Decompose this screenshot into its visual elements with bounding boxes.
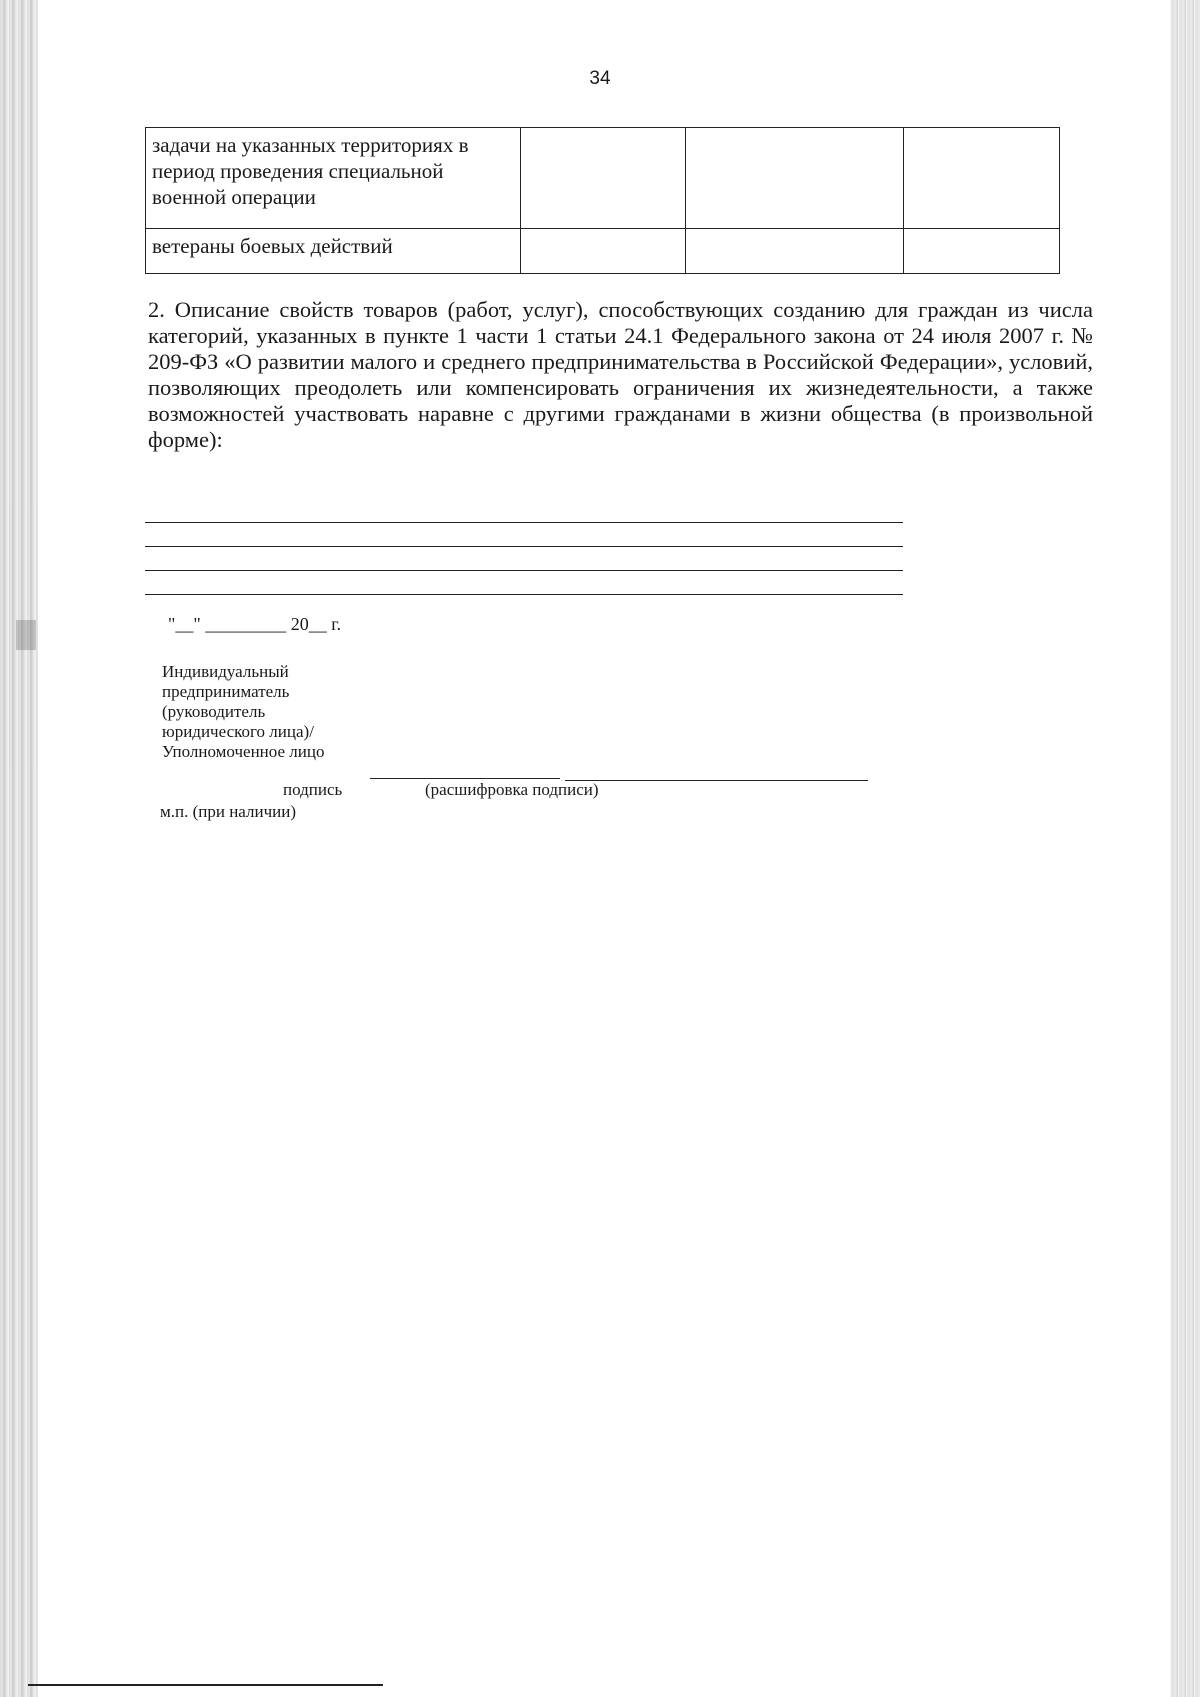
- page-number: 34: [589, 68, 611, 89]
- row-label: задачи на указанных территориях в период проведения специальной военной операции: [146, 128, 521, 229]
- signer-role-line: (руководитель: [162, 702, 266, 721]
- signer-role-line: Индивидуальный: [162, 662, 289, 681]
- fill-line: [145, 594, 903, 595]
- signer-role-line: Уполномоченное лицо: [162, 742, 325, 761]
- description-paragraph: 2. Описание свойств товаров (работ, услуг), способствующих созданию для граждан из числа категорий, указанных в пункте 1 части 1 статьи 24.1 Федерального закона от 24 июля 2007 г. № 209-ФЗ «О развитии малого и среднего предпринимательства в Российской Федерации», условий, позволяющих преодолеть или компенсировать ограничения их жизнедеятельности, а также возможностей участвовать наравне с другими гражданами в жизни общества (в произвольной форме):: [148, 297, 1093, 452]
- table-cell: [686, 229, 904, 274]
- table-row: [146, 128, 1060, 229]
- table-cell: [521, 229, 686, 274]
- signer-role-line: юридического лица)/: [162, 722, 314, 741]
- row-label: ветераны боевых действий: [146, 229, 521, 274]
- date-field: "__" _________ 20__ г.: [168, 614, 342, 634]
- categories-table: [145, 127, 1060, 274]
- fill-line: [145, 546, 903, 547]
- table-cell: [521, 128, 686, 229]
- signature-decode-line: [565, 780, 868, 781]
- signer-role: [162, 662, 372, 762]
- scan-edge-right: [1170, 0, 1200, 1697]
- table-cell: [904, 128, 1060, 229]
- table-cell: [686, 128, 904, 229]
- table-row: [146, 229, 1060, 274]
- signature-line: [370, 778, 560, 779]
- fill-line: [145, 522, 903, 523]
- signer-role-line: предприниматель: [162, 682, 290, 701]
- scan-bottom-line: [28, 1684, 383, 1686]
- fill-line: [145, 570, 903, 571]
- scan-edge-left: [0, 0, 38, 1697]
- stamp-caption: м.п. (при наличии): [160, 802, 296, 821]
- table-cell: [904, 229, 1060, 274]
- signature-caption: подпись: [283, 780, 343, 799]
- signature-decode-caption: (расшифровка подписи): [425, 780, 599, 799]
